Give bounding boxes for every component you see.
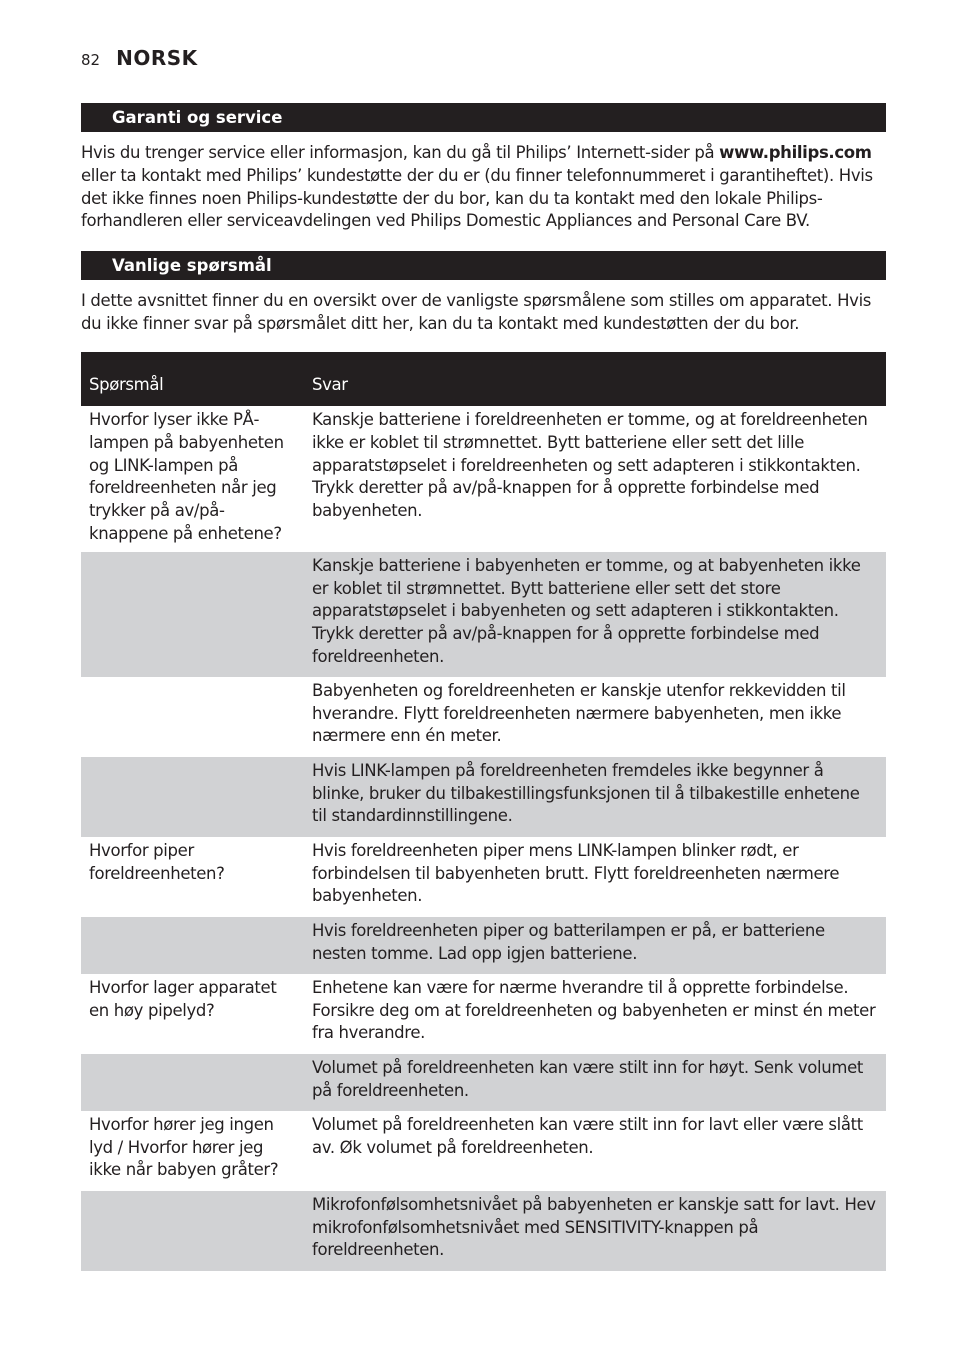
question-cell: Hvorfor lyser ikke PÅ-lampen på babyenheten og LINK-lampen på foreldreenheten når jeg trykker på av/på-knappene på enhetene? bbox=[89, 410, 284, 543]
faq-table bbox=[81, 352, 886, 1271]
question-cell bbox=[81, 1054, 304, 1111]
table-row bbox=[81, 837, 886, 917]
answer-cell: Kanskje batteriene i foreldreenheten er tomme, og at foreldreenheten ikke er koblet til strømnettet. Bytt batteriene eller sett det lille apparatstøpselet i foreldreenheten og sett adapteren i stikkontakten. Trykk deretter på av/på-knappen for å opprette forbindelse med babyenheten. bbox=[312, 410, 868, 521]
table-row bbox=[81, 1111, 886, 1191]
question-cell: Hvorfor lager apparatet en høy pipelyd? bbox=[89, 977, 277, 1020]
question-cell bbox=[81, 917, 304, 974]
question-cell bbox=[81, 552, 304, 677]
answer-cell: Hvis LINK-lampen på foreldreenheten fremdeles ikke begynner å blinke, bruker du tilbakestillingsfunksjonen til å tilbakestille enhetene til standardinnstillingene. bbox=[304, 757, 886, 837]
page-number: 82 bbox=[81, 51, 101, 69]
table-row bbox=[81, 974, 886, 1054]
answer-cell: Babyenheten og foreldreenheten er kanskje utenfor rekkevidden til hverandre. Flytt foreldreenheten nærmere babyenheten, men ikke nærmere enn én meter. bbox=[312, 680, 846, 746]
answer-cell: Volumet på foreldreenheten kan være stilt inn for høyt. Senk volumet på foreldreenheten. bbox=[304, 1054, 886, 1111]
table-row bbox=[81, 1191, 886, 1271]
table-row bbox=[81, 677, 886, 757]
warranty-paragraph: Hvis du trenger service eller informasjon, kan du gå til Philips’ Internett-sider på www.philips.com eller ta kontakt med Philips’ kundestøtte der du er (du finner telefonnummeret i garantiheftet). Hvis det ikke finnes noen Philips-kundestøtte der du bor, kan du ta kontakt med den lokale Philips-forhandleren eller serviceavdelingen ved Philips Domestic Appliances and Personal Care BV. bbox=[81, 143, 873, 231]
answer-cell: Kanskje batteriene i babyenheten er tomme, og at babyenheten ikke er koblet til strømnettet. Bytt batteriene eller sett det store apparatstøpselet i babyenheten og sett adapteren i stikkontakten. Trykk deretter på av/på-knappen for å opprette forbindelse med foreldreenheten. bbox=[304, 552, 886, 677]
table-row bbox=[81, 1054, 886, 1111]
question-cell bbox=[81, 1191, 304, 1271]
question-cell: Hvorfor piper foreldreenheten? bbox=[89, 840, 225, 883]
faq-table-header bbox=[81, 352, 886, 406]
table-row bbox=[81, 757, 886, 837]
column-header-question: Spørsmål bbox=[81, 352, 304, 406]
answer-cell: Mikrofonfølsomhetsnivået på babyenheten er kanskje satt for lavt. Hev mikrofonfølsomhetsnivået med SENSITIVITY-knappen på foreldreenheten. bbox=[304, 1191, 886, 1271]
question-cell bbox=[81, 757, 304, 837]
language-heading: NORSK bbox=[116, 46, 198, 70]
table-row bbox=[81, 552, 886, 677]
column-header-answer: Svar bbox=[304, 352, 886, 406]
question-cell bbox=[81, 677, 304, 757]
answer-cell: Volumet på foreldreenheten kan være stilt inn for lavt eller være slått av. Øk volumet på foreldreenheten. bbox=[312, 1114, 863, 1157]
question-cell: Hvorfor hører jeg ingen lyd / Hvorfor hører jeg ikke når babyen gråter? bbox=[89, 1114, 279, 1180]
answer-cell: Enhetene kan være for nærme hverandre til å opprette forbindelse. Forsikre deg om at foreldreenheten og babyenheten er minst én meter fra hverandre. bbox=[312, 977, 876, 1043]
section-title-warranty: Garanti og service bbox=[81, 103, 886, 132]
answer-cell: Hvis foreldreenheten piper og batterilampen er på, er batteriene nesten tomme. Lad opp igjen batteriene. bbox=[304, 917, 886, 974]
faq-intro-paragraph: I dette avsnittet finner du en oversikt over de vanligste spørsmålene som stilles om apparatet. Hvis du ikke finner svar på spørsmålet ditt her, kan du ta kontakt med kundestøtten der du bor. bbox=[81, 291, 872, 333]
section-title-faq: Vanlige spørsmål bbox=[81, 251, 886, 280]
answer-cell: Hvis foreldreenheten piper mens LINK-lampen blinker rødt, er forbindelsen til babyenheten brutt. Flytt foreldreenheten nærmere babyenheten. bbox=[312, 840, 840, 906]
page-header bbox=[81, 46, 198, 70]
philips-website-link[interactable]: www.philips.com bbox=[719, 143, 872, 162]
table-row bbox=[81, 917, 886, 974]
table-row bbox=[81, 406, 886, 552]
